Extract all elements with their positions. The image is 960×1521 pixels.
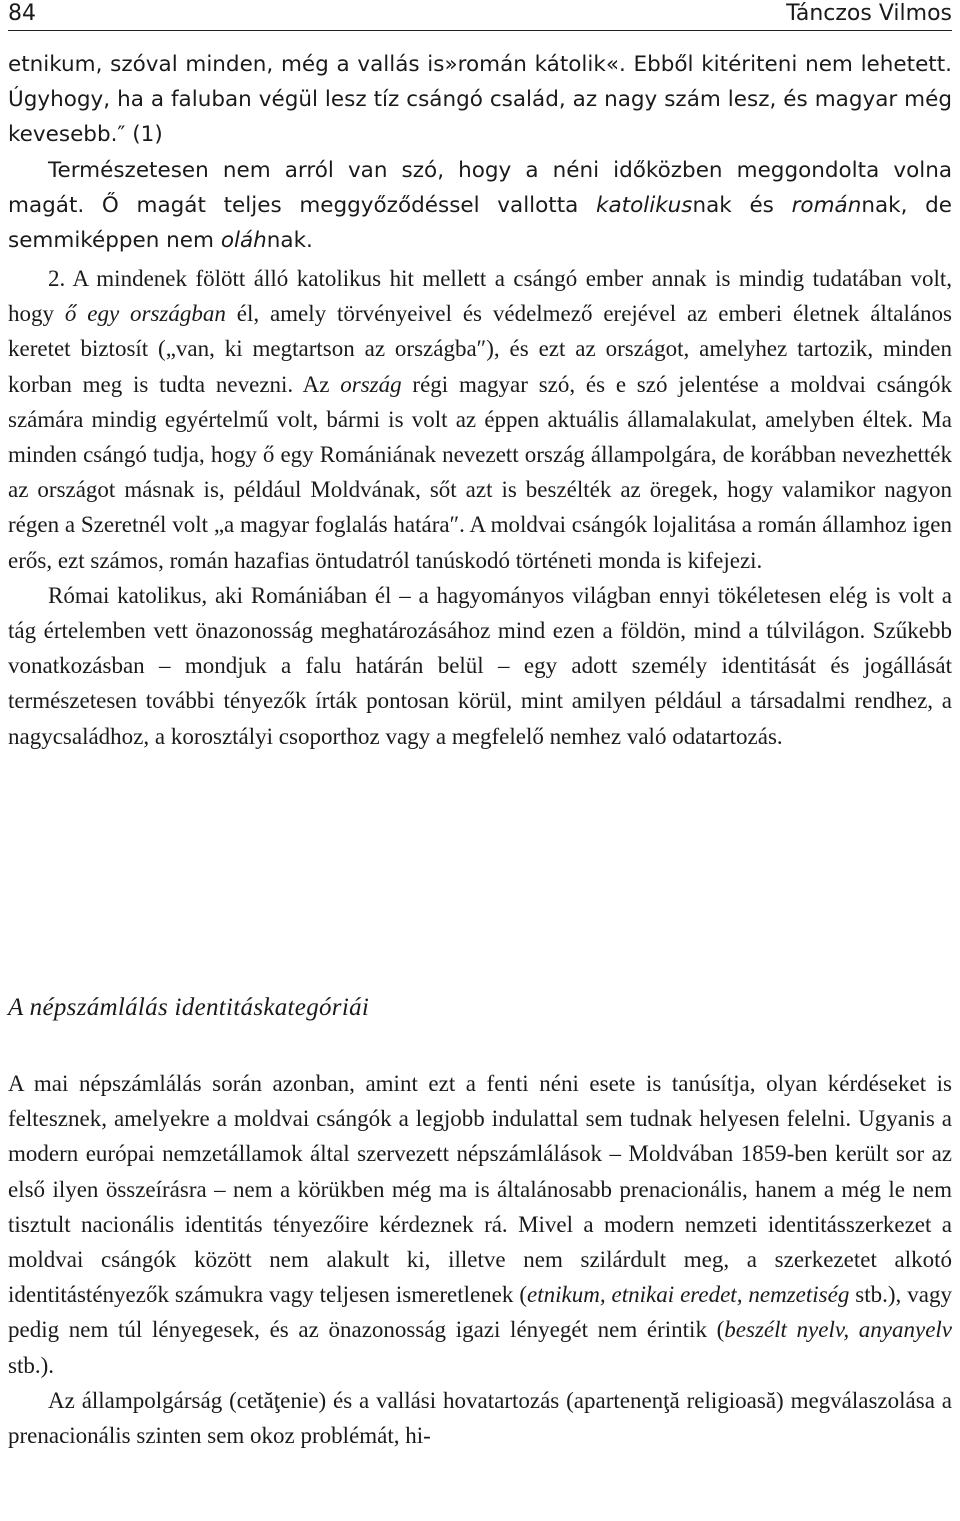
paragraph: Az állampolgárság (cetăţenie) és a vallási hovatartozás (apartenenţă religioasă) megválaszolása a prenacionális szinten sem okoz problémát, hi-: [8, 1387, 952, 1449]
italic-term: beszélt nyelv, anyanyelv: [724, 1317, 953, 1343]
italic-term: ország: [340, 371, 402, 397]
italic-term: oláh: [220, 228, 267, 254]
section-body: [8, 1066, 952, 1453]
italic-term: katolikus: [596, 192, 693, 218]
quote-paragraph: etnikum, szóval minden, még a vallás is»román kátolik«. Ebből kitériteni nem lehetett. Úgyhogy, ha a faluban végül lesz tíz csángó család, az nagy szám lesz, és magyar még kevesebb.″ (1): [8, 52, 952, 148]
section-heading: A népszámlálás identitáskategóriái: [8, 994, 370, 1021]
page-header: [8, 0, 952, 31]
paragraph: 2. A mindenek fölött álló katolikus hit mellett a csángó ember annak is mindig tudatában volt, hogy ő egy országban él, amely törvényeivel és védelmező erejével az emberi életnek általános keretet biztosít („van, ki megtartson az országba″), és ezt az országot, amelyhez tartozik, minden korban meg is tudta nevezni. Az ország régi magyar szó, és e szó jelentése a moldvai csángók számára mindig egyértelmű volt, bármi is volt az éppen aktuális államalakulat, amelyben éltek. Ma minden csángó tudja, hogy ő egy Romániának nevezett ország állampolgára, de korábban nevezhették az országot másnak is, például Moldvának, sőt azt is beszélték az öregek, hogy valamikor nagyon régen a Szeretnél volt „a magyar foglalás határa″. A moldvai csángók lojalitása a román államhoz igen erős, ezt számos, román hazafias öntudatról tanúskodó történeti monda is kifejezi.: [8, 266, 952, 573]
italic-term: etnikum, etnikai eredet, nemzetiség: [527, 1282, 850, 1308]
body-block: [8, 261, 952, 754]
page-number: 84: [8, 1, 36, 26]
italic-term: ő egy országban: [64, 301, 226, 327]
italic-term: román: [791, 192, 862, 218]
intro-block: [8, 47, 952, 258]
paragraph: A mai népszámlálás során azonban, amint ezt a fenti néni esete is tanúsítja, olyan kérdéseket is feltesznek, amelyekre a moldvai csángók a legjobb indulattal sem tudnak helyesen felelni. Ugyanis a modern európai nemzetállamok által szervezett népszámlálások – Moldvában 1859-ben került sor az első ilyen összeírásra – nem a körükben még ma is általánosabb prenacionális, hanem a még le nem tisztult nacionális identitás tényezőire kérdeznek rá. Mivel a modern nemzeti identitásszerkezet a moldvai csángók között nem alakult ki, illetve nem szilárdult meg, a szerkezetet alkotó identitástényezők számukra vagy teljesen ismeretlenek (etnikum, etnikai eredet, nemzetiség stb.), vagy pedig nem túl lényegesek, és az önazonosság igazi lényegét nem érintik (beszélt nyelv, anyanyelv stb.).: [8, 1071, 953, 1378]
paragraph: Természetesen nem arról van szó, hogy a néni időközben meggondolta volna magát. Ő magát teljes meggyőződéssel vallotta katolikusnak és románnak, de semmiképpen nem oláhnak.: [8, 157, 952, 254]
running-head: Tánczos Vilmos: [786, 1, 952, 26]
paragraph: Római katolikus, aki Romániában él – a hagyományos világban ennyi tökéletesen elég is volt a tág értelemben vett önazonosság meghatározásához mind ezen a földön, mind a túlvilágon. Szűkebb vonatkozásban – mondjuk a falu határán belül – egy adott személy identitását és jogállását természetesen további tényezők írták pontosan körül, mint amilyen például a társadalmi rendhez, a nagycsaládhoz, a korosztályi csoporthoz vagy a megfelelő nemhez való odatartozás.: [8, 582, 952, 749]
